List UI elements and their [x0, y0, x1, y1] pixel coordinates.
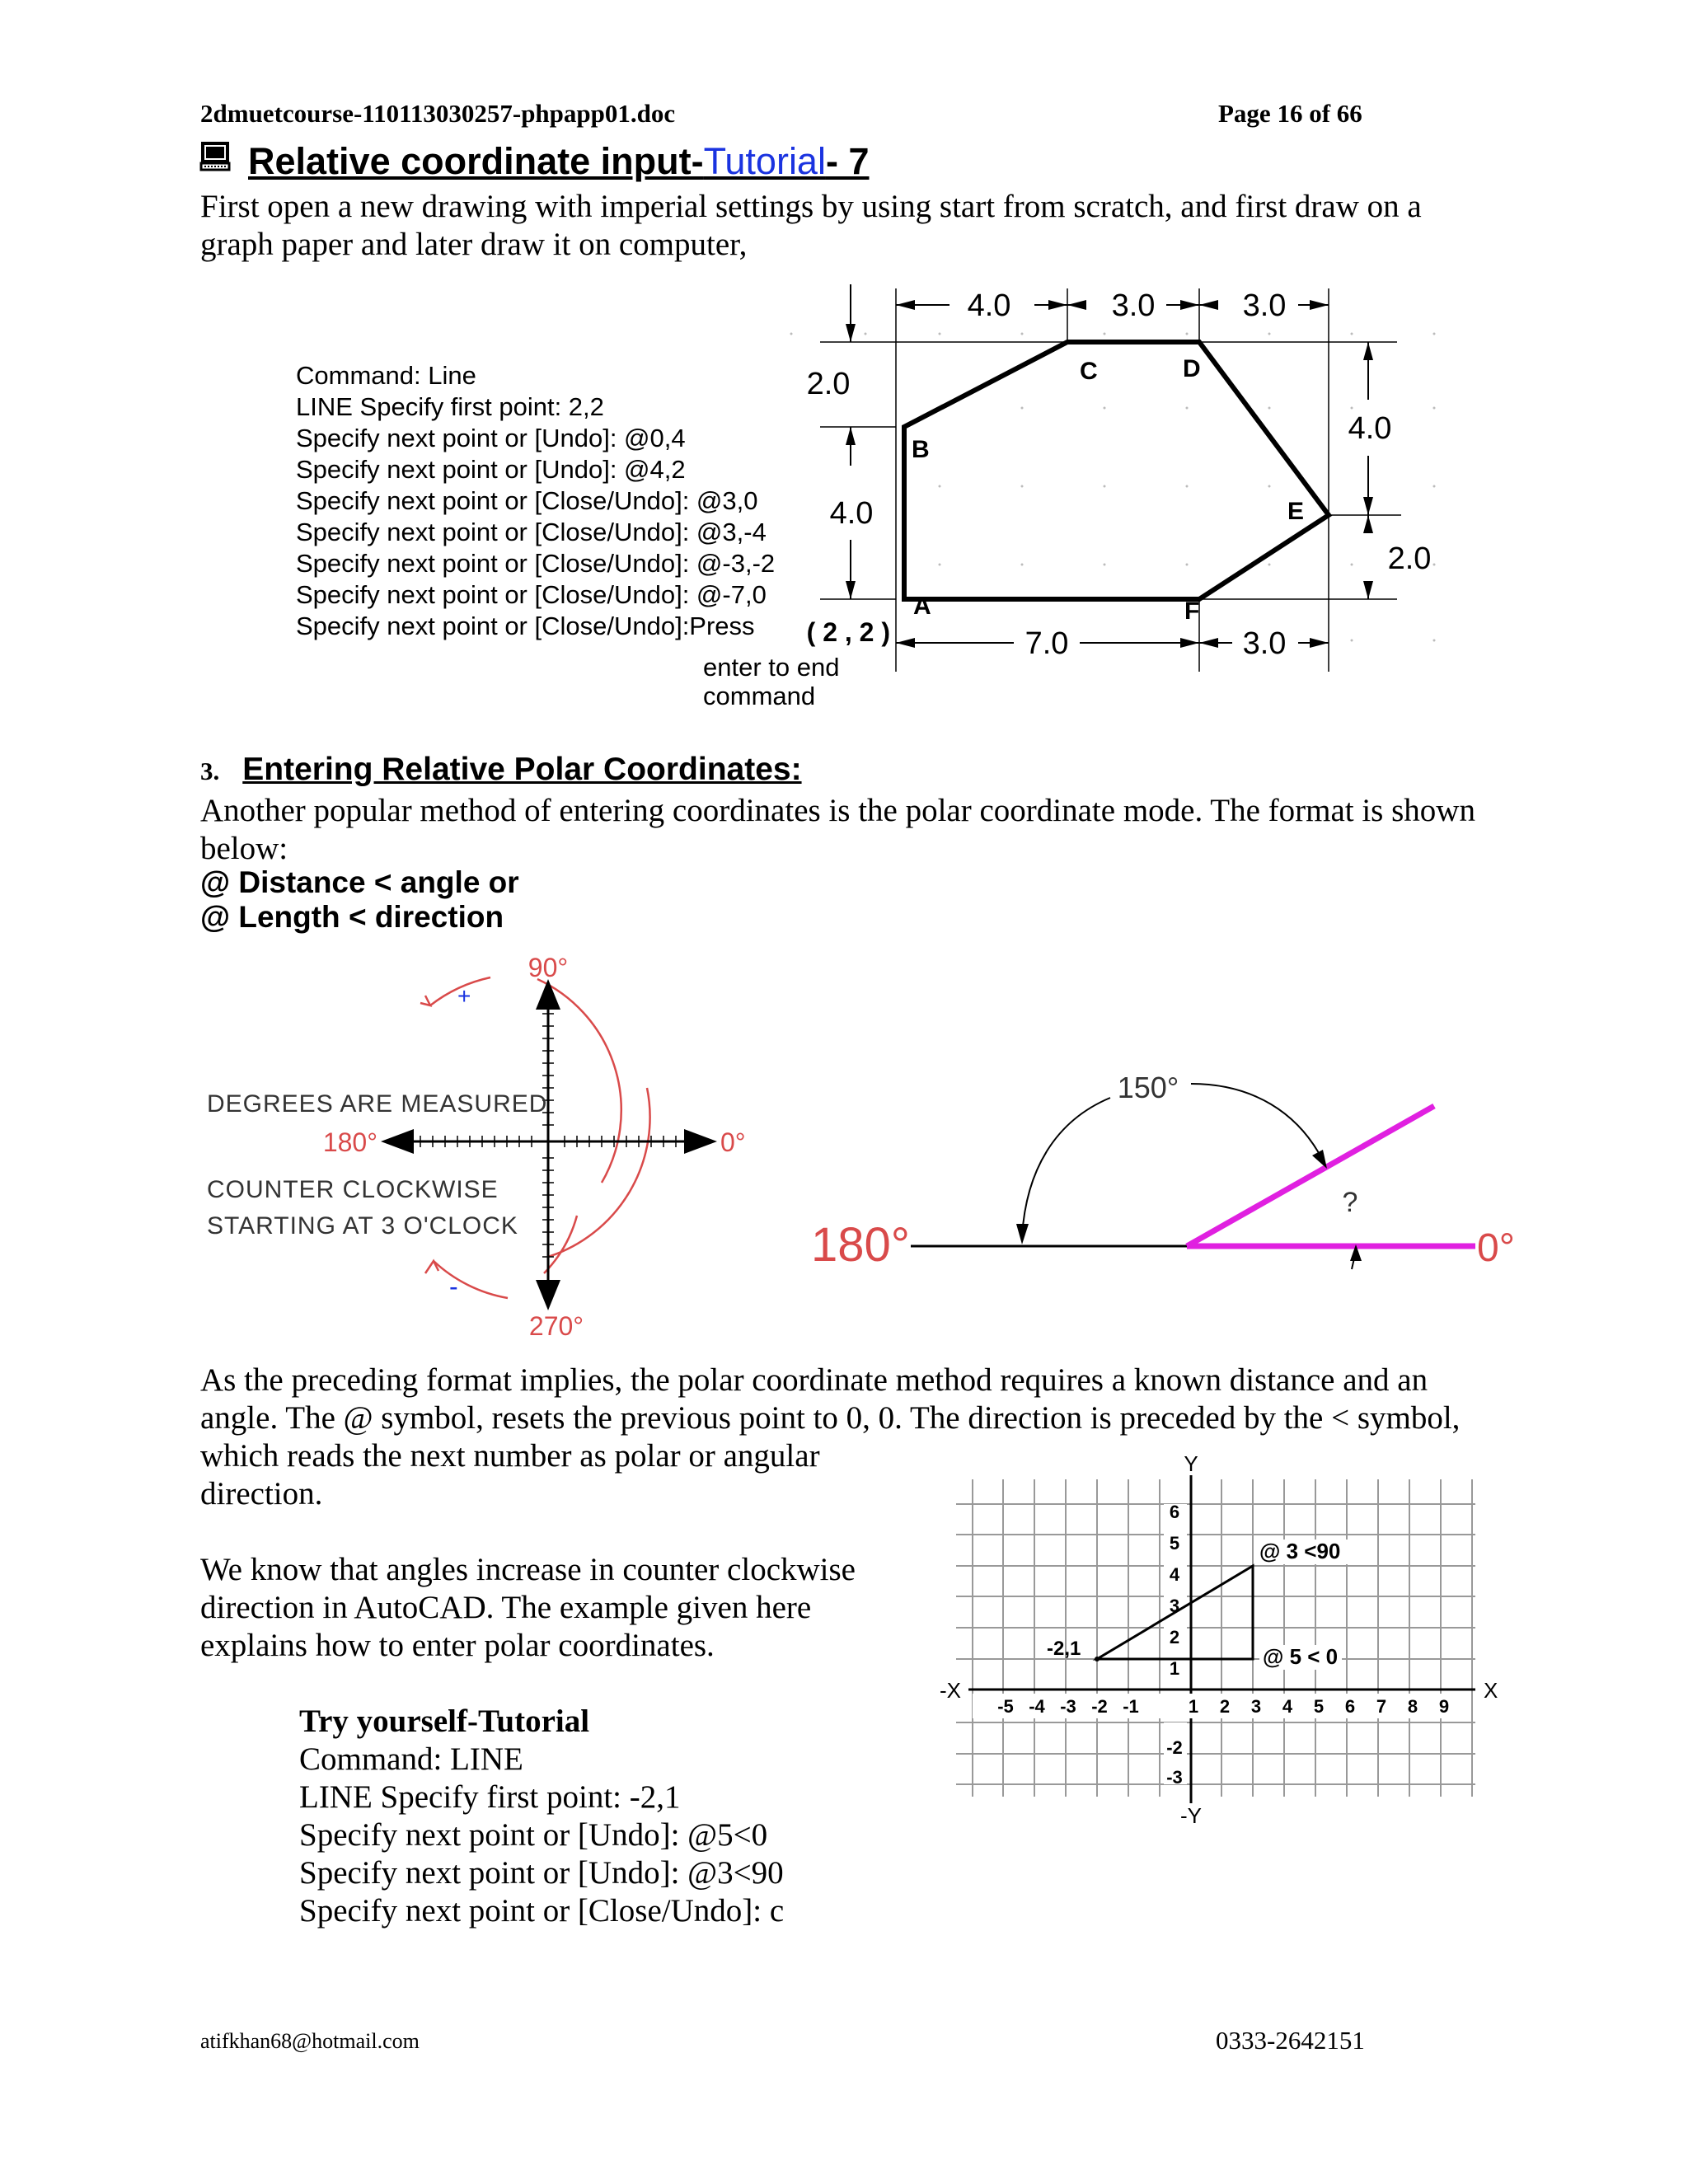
y-tick-neg3: -3 [1166, 1767, 1183, 1788]
section-3-intro [200, 792, 1475, 868]
x-tick-neg2: -2 [1091, 1696, 1108, 1717]
dim-bottom-1: 7.0 [1025, 626, 1069, 661]
dim-right-1: 4.0 [1348, 411, 1392, 446]
command-line: Specify next point or [Undo]: @0,4 [296, 424, 686, 452]
dim-top-2: 3.0 [1111, 288, 1156, 323]
angle-180: 180° [322, 1127, 377, 1157]
caption-line: STARTING AT 3 O'CLOCK [207, 1212, 518, 1240]
try-command-line: Specify next point or [Undo]: @3<90 [299, 1855, 784, 1891]
unknown-angle: ? [1342, 1187, 1358, 1218]
y-tick-5: 5 [1169, 1533, 1180, 1554]
y-axis-label: Y [1184, 1451, 1198, 1476]
angle-0: 0° [720, 1127, 746, 1157]
intro-line: graph paper and later draw it on computer, [200, 227, 748, 262]
caption-line: DEGREES ARE MEASURED [207, 1090, 548, 1118]
x-tick-5: 5 [1313, 1696, 1325, 1717]
y-tick-1: 1 [1169, 1658, 1180, 1679]
para-line: We know that angles increase in counter clockwise [200, 1552, 856, 1587]
dim-bottom-2: 3.0 [1242, 626, 1287, 661]
try-yourself-title: Try yourself-Tutorial [299, 1704, 590, 1739]
start-point-label: -2,1 [1047, 1638, 1081, 1660]
command-line: Specify next point or [Close/Undo]:Press [296, 612, 755, 640]
try-yourself-block [299, 1703, 784, 1930]
polar-format [200, 865, 519, 935]
footer-email: atifkhan68@hotmail.com [200, 2029, 420, 2053]
note-line: enter to end [703, 653, 840, 682]
command-line: Specify next point or [Close/Undo]: @-3,-2 [296, 549, 776, 578]
section-3-heading [200, 752, 802, 788]
polygon-outline [904, 342, 1329, 599]
computer-icon [200, 142, 228, 170]
command-line: Specify next point or [Close/Undo]: @3,0 [296, 486, 758, 515]
y-tick-2: 2 [1169, 1627, 1180, 1647]
para-line: angle. The @ symbol, resets the previous point to 0, 0. The direction is preceded by the < symbol, [200, 1400, 1461, 1436]
grid-dots [790, 333, 1436, 642]
point-label-f: F [1184, 598, 1200, 625]
x-tick-2: 2 [1219, 1696, 1231, 1717]
dim-top-3: 3.0 [1242, 288, 1287, 323]
neg-x-axis-label: -X [940, 1678, 961, 1703]
command-line: Specify next point or [Close/Undo]: @3,-4 [296, 518, 767, 546]
plus-sign: + [457, 983, 471, 1009]
y-tick-4: 4 [1169, 1564, 1180, 1585]
point-label-b: B [912, 436, 930, 463]
label-3-90: @ 3 <90 [1259, 1539, 1341, 1563]
x-tick-neg4: -4 [1029, 1696, 1045, 1717]
point-label-d: D [1183, 355, 1201, 382]
dim-right-2: 2.0 [1387, 541, 1432, 576]
section-number: 3. [200, 757, 220, 785]
command-line: LINE Specify first point: 2,2 [296, 392, 604, 421]
angle-0-label: 0° [1477, 1226, 1515, 1270]
command-line: Specify next point or [Undo]: @4,2 [296, 455, 686, 484]
tutorial-link[interactable]: Tutorial [703, 140, 826, 182]
try-command-line: Specify next point or [Undo]: @5<0 [299, 1817, 768, 1853]
try-command-line: Specify next point or [Close/Undo]: c [299, 1893, 785, 1929]
dim-left-2: 4.0 [829, 496, 874, 531]
label-5-0: @ 5 < 0 [1263, 1644, 1339, 1669]
command-line: Specify next point or [Close/Undo]: @-7,0 [296, 580, 767, 609]
para-line: direction in AutoCAD. The example given here [200, 1590, 812, 1625]
y-tick-6: 6 [1169, 1502, 1180, 1522]
note-line: command [703, 682, 816, 710]
x-tick-neg5: -5 [997, 1696, 1014, 1717]
minus-sign: - [449, 1272, 458, 1301]
polar-grid-diagram [940, 1451, 1508, 1830]
header-filename: 2dmuetcourse-110113030257-phpapp01.doc [200, 99, 676, 128]
counter-clockwise-paragraph [200, 1551, 856, 1665]
dim-left-1: 2.0 [806, 367, 851, 401]
command-line: Command: Line [296, 361, 476, 390]
x-tick-3: 3 [1250, 1696, 1262, 1717]
tutorial-title: Relative coordinate input-Tutorial- 7 [248, 140, 870, 182]
caption-line: COUNTER CLOCKWISE [207, 1176, 499, 1203]
start-coordinate: ( 2 , 2 ) [806, 617, 890, 647]
point-label-e: E [1287, 498, 1305, 525]
try-command-line: LINE Specify first point: -2,1 [299, 1779, 681, 1815]
para-line: direction. [200, 1476, 323, 1511]
x-tick-7: 7 [1376, 1696, 1387, 1717]
section-title: Entering Relative Polar Coordinates: [242, 752, 802, 787]
drawing-note [703, 653, 839, 710]
angle-90: 90° [528, 953, 569, 982]
x-tick-6: 6 [1344, 1696, 1356, 1717]
format-line: @ Distance < angle or [200, 865, 519, 899]
header-page-number: Page 16 of 66 [1218, 99, 1362, 128]
intro-line: First open a new drawing with imperial settings by using start from scratch, and first draw on a [200, 189, 1422, 224]
x-tick-8: 8 [1407, 1696, 1418, 1717]
x-tick-4: 4 [1282, 1696, 1293, 1717]
point-label-c: C [1080, 358, 1098, 385]
x-tick-neg3: -3 [1060, 1696, 1076, 1717]
angle-180-label: 180° [811, 1218, 910, 1272]
x-axis-label: X [1484, 1678, 1498, 1703]
neg-y-axis-label: -Y [1180, 1803, 1202, 1828]
y-tick-neg2: -2 [1166, 1737, 1183, 1758]
intro-line: Another popular method of entering coordinates is the polar coordinate mode. The format is shown [200, 793, 1475, 828]
x-tick-9: 9 [1438, 1696, 1450, 1717]
angle-270: 270° [528, 1311, 584, 1341]
y-tick-3: 3 [1169, 1596, 1180, 1616]
intro-line: below: [200, 831, 288, 866]
point-label-a: A [913, 593, 931, 620]
footer-phone: 0333-2642151 [1216, 2026, 1365, 2055]
angle-150-label: 150° [1117, 1071, 1179, 1104]
dim-top-1: 4.0 [967, 288, 1011, 323]
angle-caption [207, 1086, 547, 1244]
format-line: @ Length < direction [200, 900, 504, 934]
x-tick-neg1: -1 [1123, 1696, 1139, 1717]
x-tick-1: 1 [1188, 1696, 1199, 1717]
try-command-line: Command: LINE [299, 1741, 523, 1777]
angle-150-diagram [808, 1063, 1533, 1319]
para-line: which reads the next number as polar or angular [200, 1438, 820, 1474]
tutorial-intro [200, 188, 1422, 264]
para-line: As the preceding format implies, the polar coordinate method requires a known distance and an [200, 1362, 1428, 1398]
para-line: explains how to enter polar coordinates. [200, 1628, 715, 1663]
